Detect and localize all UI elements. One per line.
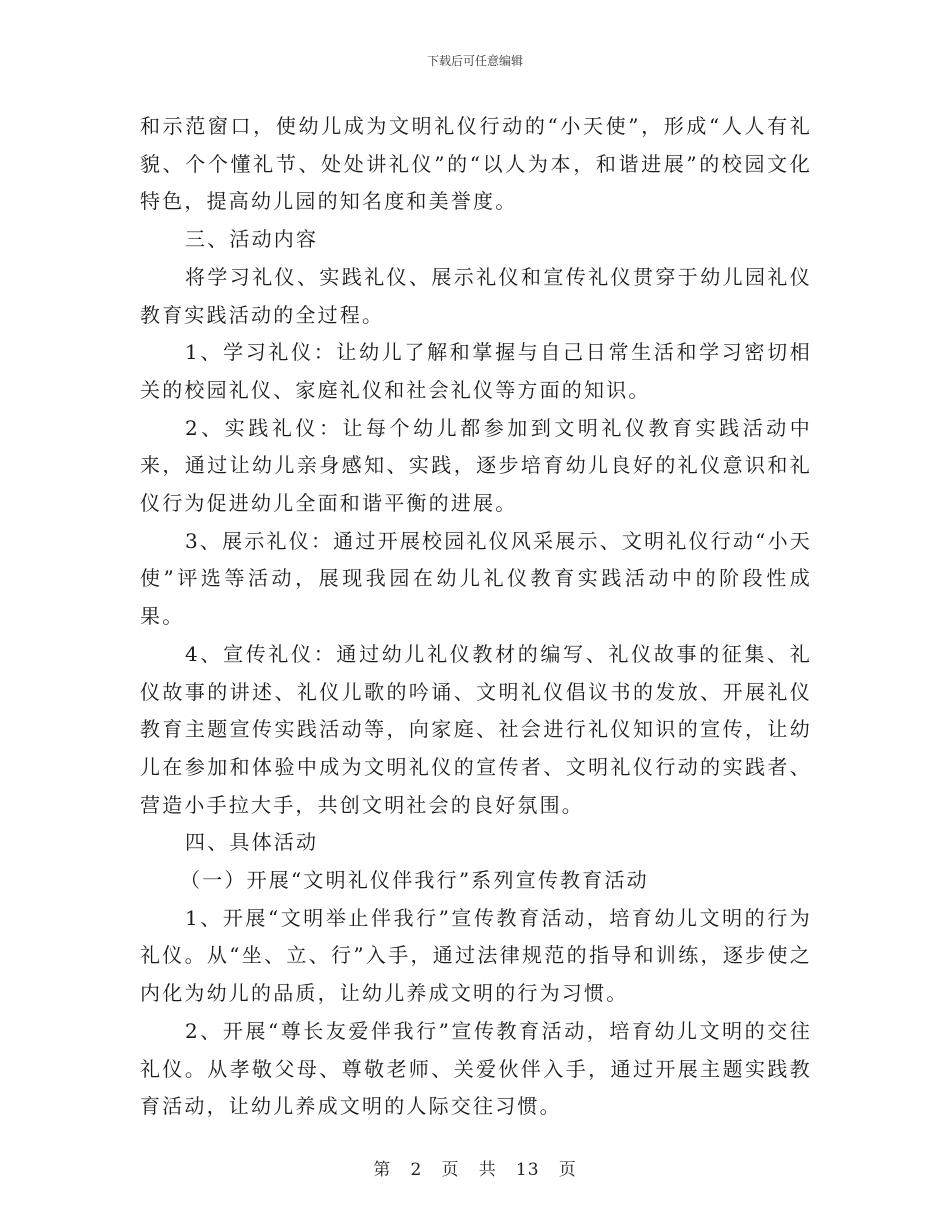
list-item: 4、宣传礼仪：通过幼儿礼仪教材的编写、礼仪故事的征集、礼仪故事的讲述、礼仪儿歌的吟诵、文明礼仪倡议书的发放、开展礼仪教育主题宣传实践活动等，向家庭、社会进行礼仪知识的宣传，让幼儿在参加和体验中成为文明礼仪的宣传者、文明礼仪行动的实践者、营造小手拉大手，共创文明社会的良好氛围。 <box>140 641 812 817</box>
list-item: 2、开展“尊长友爱伴我行”宣传教育活动，培育幼儿文明的交往礼仪。从孝敬父母、尊敬老师、关爱伙伴入手，通过开展主题实践教育活动，让幼儿养成文明的人际交往习惯。 <box>140 1018 812 1119</box>
paragraph: 和示范窗口，使幼儿成为文明礼仪行动的“小天使”，形成“人人有礼貌、个个懂礼节、处处讲礼仪”的“以人为本，和谐进展”的校园文化特色，提高幼儿园的知名度和美誉度。 <box>140 114 812 214</box>
section-heading: 三、活动内容 <box>185 227 319 252</box>
page-header: 下载后可任意编辑 <box>426 54 523 68</box>
total-pages-number: 13 <box>515 1160 540 1180</box>
list-item: 1、开展“文明举止伴我行”宣传教育活动，培育幼儿文明的行为礼仪。从“坐、立、行”入手，通过法律规范的指导和训练，逐步使之内化为幼儿的品质，让幼儿养成文明的行为习惯。 <box>140 905 812 1006</box>
footer-page-word: 页 <box>441 1160 460 1180</box>
paragraph: 将学习礼仪、实践礼仪、展示礼仪和宣传礼仪贯穿于幼儿园礼仪教育实践活动的全过程。 <box>140 264 812 327</box>
list-item: 3、展示礼仪：通过开展校园礼仪风采展示、文明礼仪行动“小天使”评选等活动，展现我园在幼儿礼仪教育实践活动中的阶段性成果。 <box>140 528 812 629</box>
footer-suffix: 页 <box>558 1160 577 1180</box>
list-item: 1、学习礼仪：让幼儿了解和掌握与自己日常生活和学习密切相关的校园礼仪、家庭礼仪和社会礼仪等方面的知识。 <box>140 340 812 402</box>
list-item: 2、实践礼仪：让每个幼儿都参加到文明礼仪教育实践活动中来，通过让幼儿亲身感知、实践，逐步培育幼儿良好的礼仪意识和礼仪行为促进幼儿全面和谐平衡的进展。 <box>140 415 812 516</box>
page-footer <box>0 1155 950 1180</box>
footer-total-word: 共 <box>478 1160 497 1180</box>
footer-prefix: 第 <box>373 1160 392 1180</box>
section-heading: 四、具体活动 <box>185 830 319 855</box>
current-page-number: 2 <box>410 1160 423 1180</box>
subsection-heading: （一）开展“文明礼仪伴我行”系列宣传教育活动 <box>180 868 649 893</box>
document-body <box>140 108 812 1126</box>
